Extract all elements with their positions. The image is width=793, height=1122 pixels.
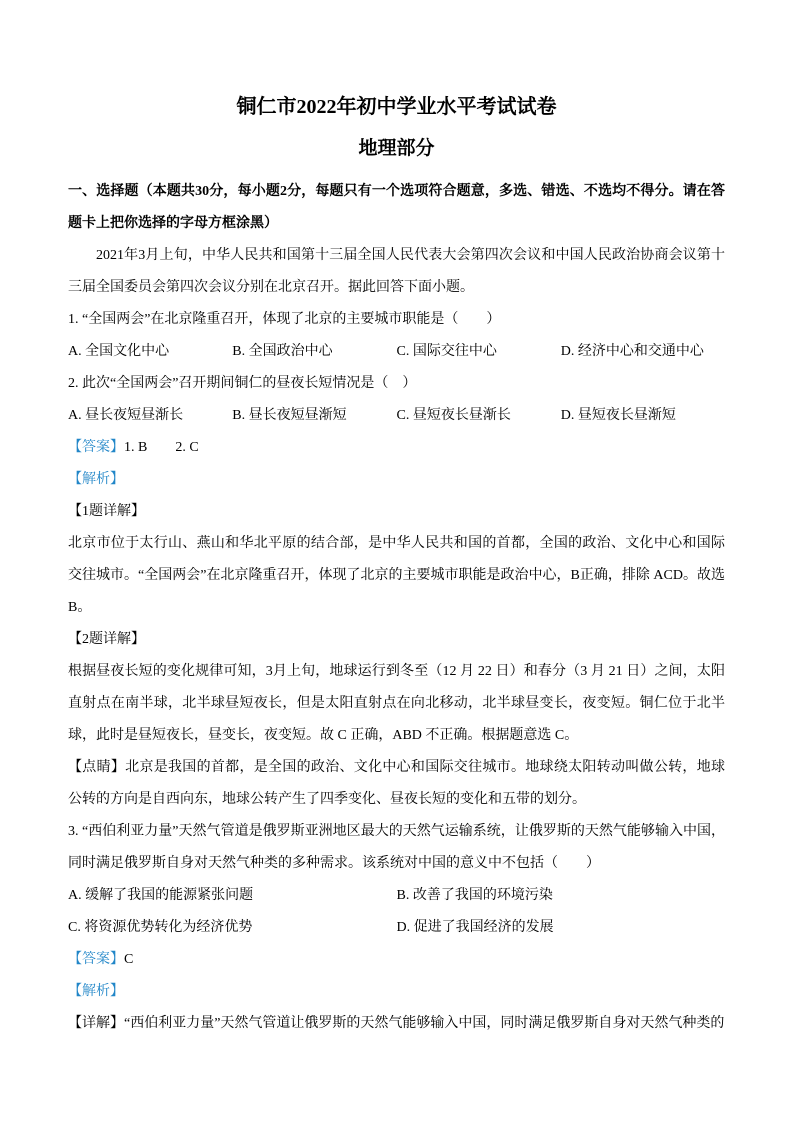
question-1-option-b: B. 全国政治中心: [232, 344, 333, 359]
tip-label: 【点睛】: [68, 760, 126, 775]
detail-1-text: 北京市位于太行山、燕山和华北平原的结合部，是中华人民共和国的首都，全国的政治、文化中心和国际交往城市。“全国两会”在北京隆重召开，体现了北京的主要城市职能是政治中心，B正确，排除 ACD。故选 B。: [68, 536, 725, 615]
analysis-label: 【解析】: [68, 472, 124, 487]
answer-label: 【答案】: [68, 440, 124, 455]
question-2-stem: 2. 此次“全国两会”召开期间铜仁的昼夜长短情况是（ ）: [68, 376, 417, 391]
analysis-line-3: [68, 976, 725, 1008]
tip-text: 北京是我国的首都，是全国的政治、文化中心和国际交往城市。地球绕太阳转动叫做公转，地球公转的方向是自西向东，地球公转产生了四季变化、昼夜长短的变化和五带的划分。: [68, 760, 725, 807]
answer-label: 【答案】: [68, 952, 124, 967]
question-1-option-c: C. 国际交往中心: [396, 344, 497, 359]
detail-2-text: 根据昼夜长短的变化规律可知，3月上旬，地球运行到冬至（12 月 22 日）和春分（3 月 21 日）之间，太阳直射点在南半球，北半球昼短夜长，但是太阳直射点在向北移动，北半球昼变长，夜变短。铜仁位于北半球，此时是昼短夜长，昼变长，夜变短。故 C 正确，ABD 不正确。根据题意选 C。: [68, 664, 725, 743]
detail-text: “西伯利亚力量”天然气管道让俄罗斯的天然气能够输入中国，同时满足俄罗斯自身对天然气种类的: [124, 1016, 725, 1031]
question-3-option-d: D. 促进了我国经济的发展: [396, 920, 554, 935]
question-1-options: [68, 336, 725, 368]
question-3-stem: 3. “西伯利亚力量”天然气管道是俄罗斯亚洲地区最大的天然气运输系统，让俄罗斯的天然气能够输入中国，同时满足俄罗斯自身对天然气种类的多种需求。该系统对中国的意义中不包括（ ）: [68, 824, 725, 871]
answer-line-q1-q2: [68, 432, 725, 464]
question-1-stem: 1. “全国两会”在北京隆重召开，体现了北京的主要城市职能是（ ）: [68, 312, 501, 327]
question-2-options: [68, 400, 725, 432]
analysis-line-1: [68, 464, 725, 496]
document-title: 铜仁市2022年初中学业水平考试试卷: [236, 96, 557, 118]
question-3-options: [68, 880, 725, 944]
question-3-option-c: C. 将资源优势转化为经济优势: [68, 920, 253, 935]
detail-2-label: 【2题详解】: [68, 632, 145, 647]
section-1-heading: 一、选择题（本题共30分，每小题2分，每题只有一个选项符合题意，多选、错选、不选均不得分。请在答题卡上把你选择的字母方框涂黑）: [68, 184, 725, 231]
answer-value: 1. B 2. C: [124, 440, 199, 455]
question-2-option-a: A. 昼长夜短昼渐长: [68, 408, 184, 423]
question-2-option-b: B. 昼长夜短昼渐短: [232, 408, 347, 423]
detail-3-paragraph: [68, 1008, 725, 1040]
analysis-label: 【解析】: [68, 984, 124, 999]
tip-paragraph: [68, 752, 725, 816]
question-1-option-d: D. 经济中心和交通中心: [560, 344, 704, 359]
question-2-option-d: D. 昼短夜长昼渐短: [560, 408, 676, 423]
question-3-option-b: B. 改善了我国的环境污染: [396, 888, 553, 903]
intro-paragraph: 2021年3月上旬，中华人民共和国第十三届全国人民代表大会第四次会议和中国人民政治协商会议第十三届全国委员会第四次会议分别在北京召开。据此回答下面小题。: [68, 248, 725, 295]
document-subtitle: 地理部分: [358, 138, 435, 159]
answer-value: C: [124, 952, 134, 967]
question-1-option-a: A. 全国文化中心: [68, 344, 170, 359]
detail-1-label: 【1题详解】: [68, 504, 145, 519]
detail-label: 【详解】: [68, 1016, 124, 1031]
question-3-option-a: A. 缓解了我国的能源紧张问题: [68, 888, 254, 903]
answer-line-q3: [68, 944, 725, 976]
question-2-option-c: C. 昼短夜长昼渐长: [396, 408, 511, 423]
